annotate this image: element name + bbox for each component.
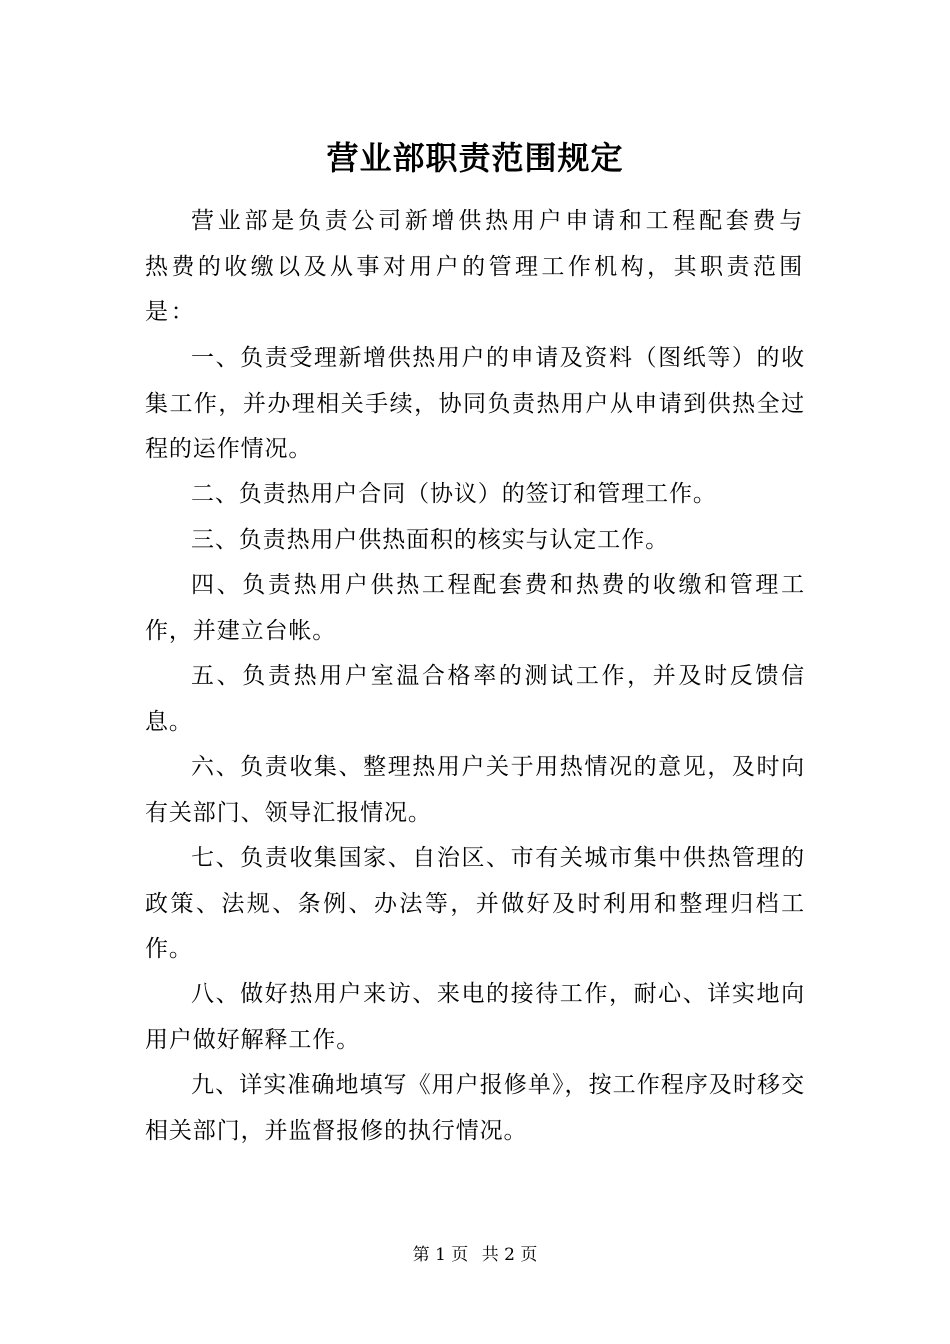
document-title: 营业部职责范围规定 bbox=[326, 139, 624, 177]
duty-item-1: 一、负责受理新增供热用户的申请及资料（图纸等）的收集工作，并办理相关手续，协同负责热用户从申请到供热全过程的运作情况。 bbox=[145, 345, 805, 462]
intro-paragraph: 营业部是负责公司新增供热用户申请和工程配套费与热费的收缴以及从事对用户的管理工作机构，其职责范围是： bbox=[145, 208, 805, 325]
page-total: 共 2 页 bbox=[481, 1245, 538, 1265]
duty-item-5: 五、负责热用户室温合格率的测试工作，并及时反馈信息。 bbox=[145, 663, 805, 735]
duty-item-4: 四、负责热用户供热工程配套费和热费的收缴和管理工作，并建立台帐。 bbox=[145, 572, 805, 644]
duty-item-2: 二、负责热用户合同（协议）的签订和管理工作。 bbox=[191, 481, 717, 507]
duty-item-6: 六、负责收集、整理热用户关于用热情况的意见，及时向有关部门、领导汇报情况。 bbox=[145, 754, 805, 826]
duty-item-7: 七、负责收集国家、自治区、市有关城市集中供热管理的政策、法规、条例、办法等，并做好及时利用和整理归档工作。 bbox=[145, 845, 805, 962]
page-footer bbox=[0, 1242, 950, 1268]
duty-item-3: 三、负责热用户供热面积的核实与认定工作。 bbox=[191, 527, 669, 553]
duty-item-9: 九、详实准确地填写《用户报修单》，按工作程序及时移交相关部门，并监督报修的执行情况。 bbox=[145, 1072, 805, 1144]
page-number: 第 1 页 bbox=[412, 1245, 469, 1265]
duty-item-8: 八、做好热用户来访、来电的接待工作，耐心、详实地向用户做好解释工作。 bbox=[145, 981, 805, 1053]
